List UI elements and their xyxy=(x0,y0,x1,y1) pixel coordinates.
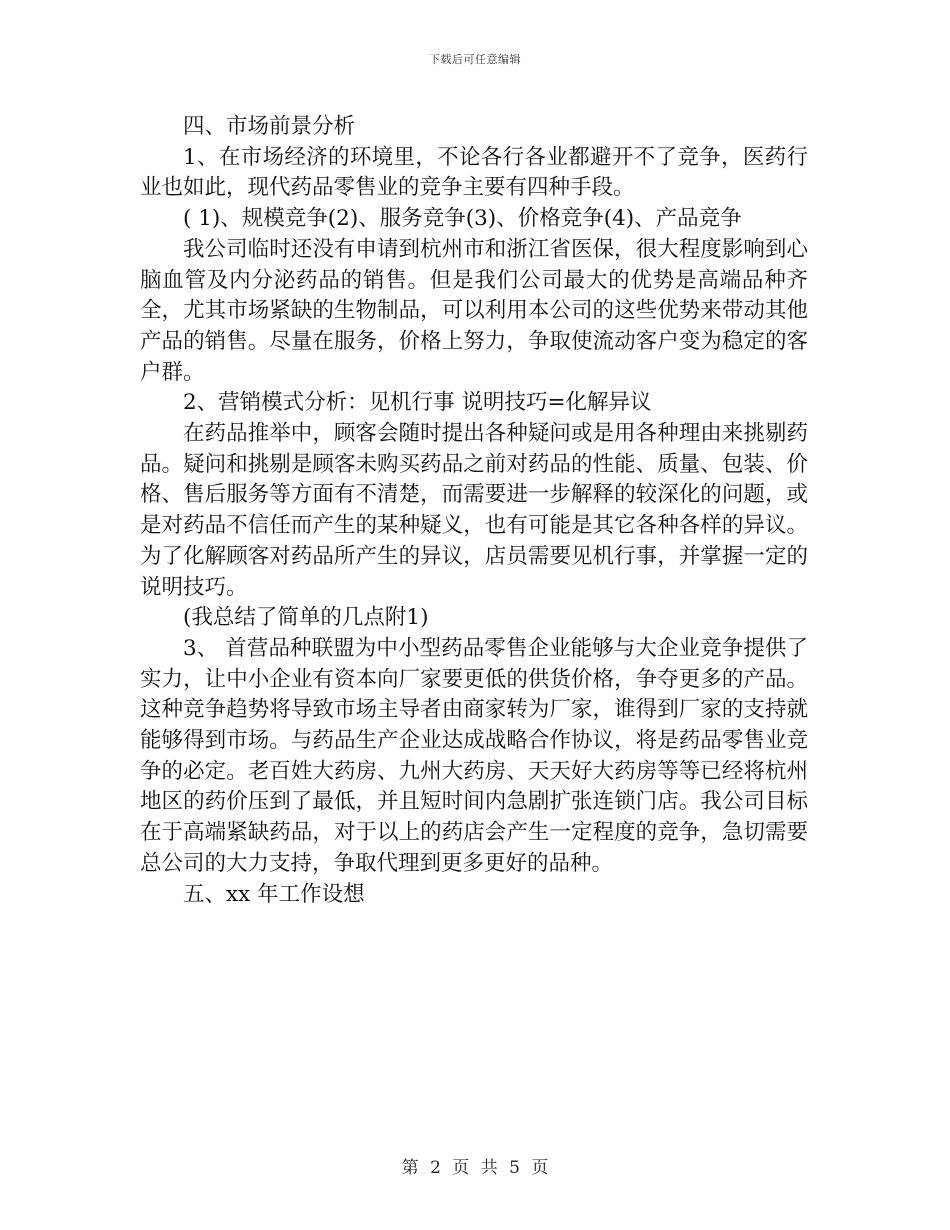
subheading-marketing-model: 2、营销模式分析：见机行事 说明技巧=化解异议 xyxy=(183,390,652,416)
document-body xyxy=(140,112,808,910)
competition-list: ( 1)、规模竞争(2)、服务竞争(3)、价格竞争(4)、产品竞争 xyxy=(183,206,742,232)
note-appendix: (我总结了简单的几点附1) xyxy=(183,605,429,631)
paragraph-3: 在药品推举中，顾客会随时提出各种疑问或是用各种理由来挑剔药品。疑问和挑剔是顾客未购买药品之前对药品的性能、质量、包装、价格、售后服务等方面有不清楚，而需要进一步解释的较深化的问题，或是对药品不信任而产生的某种疑义，也有可能是其它各种各样的异议。为了化解顾客对药品所产生的异议，店员需要见机行事，并掌握一定的说明技巧。 xyxy=(140,421,808,600)
section-heading-4: 四、市场前景分析 xyxy=(183,114,356,139)
section-heading-5: 五、xx 年工作设想 xyxy=(183,881,365,907)
paragraph-2: 我公司临时还没有申请到杭州市和浙江省医保，很大程度影响到心脑血管及内分泌药品的销售。但是我们公司最大的优势是高端品种齐全，尤其市场紧缺的生物制品，可以利用本公司的这些优势来带动其他产品的销售。尽量在服务，价格上努力，争取使流动客户变为稳定的客户群。 xyxy=(140,236,808,385)
page-footer: 第 2 页 共 5 页 xyxy=(401,1158,549,1178)
page-header: 下载后可任意编辑 xyxy=(429,53,521,66)
paragraph-1: 1、在市场经济的环境里，不论各行各业都避开不了竞争，医药行业也如此，现代药品零售业的竞争主要有四种手段。 xyxy=(140,144,808,201)
paragraph-4: 3、 首营品种联盟为中小型药品零售企业能够与大企业竞争提供了实力，让中小企业有资本向厂家要更低的供货价格，争夺更多的产品。这种竞争趋势将导致市场主导者由商家转为厂家，谁得到厂家的支持就能够得到市场。与药品生产企业达成战略合作协议，将是药品零售业竞争的必定。老百姓大药房、九州大药房、天天好大药房等等已经将杭州地区的药价压到了最低，并且短时间内急剧扩张连锁门店。我公司目标在于高端紧缺药品，对于以上的药店会产生一定程度的竞争，急切需要总公司的大力支持，争取代理到更多更好的品种。 xyxy=(140,635,808,876)
